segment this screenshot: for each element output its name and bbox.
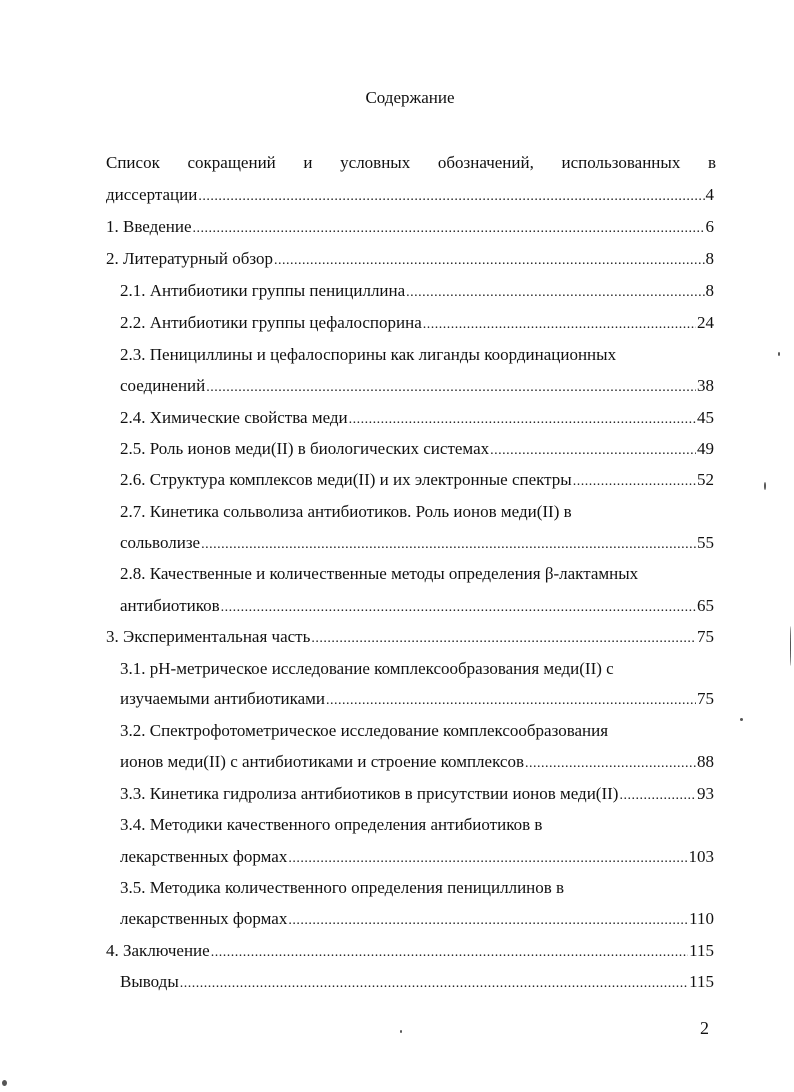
- toc-entry-title: лекарственных формах: [120, 909, 288, 928]
- toc-entry-title: 4. Заключение: [106, 941, 210, 960]
- toc-entry-3-2[interactable]: [120, 751, 714, 773]
- toc-leader-dots: [211, 942, 688, 964]
- toc-word: и: [303, 153, 313, 172]
- toc-leader-dots: [180, 973, 688, 995]
- toc-entry-title: 2.2. Антибиотики группы цефалоспорина: [120, 313, 422, 332]
- toc-page-number: 49: [697, 439, 714, 458]
- toc-leader-dots: [326, 690, 696, 712]
- toc-leader-dots: [221, 597, 696, 619]
- scan-speck: [764, 482, 766, 490]
- toc-entry-2-7[interactable]: [120, 532, 714, 554]
- toc-entry-3-1-line1: 3.1. рН-метрическое исследование комплексообразования меди(II) с: [120, 659, 614, 678]
- toc-page-number: 75: [697, 627, 714, 646]
- scan-speck: [778, 352, 780, 356]
- toc-entry-title: 2.5. Роль ионов меди(II) в биологических системах: [120, 439, 490, 458]
- toc-page-number: 55: [697, 533, 714, 552]
- toc-entry-2-8-line1: 2.8. Качественные и количественные методы определения β-лактамных: [120, 564, 639, 583]
- toc-entry-abbreviations[interactable]: [106, 184, 714, 206]
- toc-entry-abbreviations-line1: [106, 152, 716, 174]
- toc-word: использованных: [561, 153, 681, 172]
- toc-entry-experimental[interactable]: [106, 626, 714, 648]
- toc-entry-title: 3. Экспериментальная часть: [106, 627, 311, 646]
- scan-speck: [790, 626, 791, 666]
- toc-leader-dots: [311, 628, 696, 650]
- toc-leader-dots: [573, 471, 696, 493]
- toc-page-number: 38: [697, 376, 714, 395]
- toc-entry-title: 1. Введение: [106, 217, 192, 236]
- toc-entry-3-4[interactable]: [120, 846, 714, 868]
- toc-entry-2-4[interactable]: [120, 407, 714, 429]
- toc-page-number: 45: [697, 408, 714, 427]
- toc-entry-title: 2.4. Химические свойства меди: [120, 408, 348, 427]
- toc-word: в: [707, 153, 716, 172]
- scan-speck: [400, 1030, 402, 1033]
- toc-entry-2-3-line1: 2.3. Пенициллины и цефалоспорины как лиганды координационных: [120, 345, 617, 364]
- toc-entry-title: изучаемыми антибиотиками: [120, 689, 326, 708]
- toc-word: сокращений: [187, 153, 276, 172]
- toc-leader-dots: [406, 282, 704, 304]
- toc-entry-3-1[interactable]: [120, 688, 714, 710]
- toc-entry-title: антибиотиков: [120, 596, 220, 615]
- toc-leader-dots: [288, 910, 688, 932]
- toc-page-number: 24: [697, 313, 714, 332]
- toc-entry-title: Выводы: [120, 972, 179, 991]
- toc-word: Список: [106, 153, 160, 172]
- toc-entry-title: ионов меди(II) с антибиотиками и строение комплексов: [120, 752, 524, 771]
- toc-leader-dots: [274, 250, 704, 272]
- toc-entry-3-3[interactable]: [120, 783, 714, 805]
- toc-entry-2-5[interactable]: [120, 438, 714, 460]
- toc-entry-findings[interactable]: [120, 971, 714, 993]
- toc-leader-dots: [525, 753, 696, 775]
- toc-page-number: 110: [689, 909, 714, 928]
- toc-entry-title: 2. Литературный обзор: [106, 249, 274, 268]
- toc-entry-2-8[interactable]: [120, 595, 714, 617]
- toc-page-number: 93: [697, 784, 714, 803]
- toc-entry-2-2[interactable]: [120, 312, 714, 334]
- scan-speck: [740, 718, 743, 721]
- toc-entry-2-1[interactable]: [120, 280, 714, 302]
- toc-page-number: 8: [705, 249, 714, 268]
- toc-page-number: 65: [697, 596, 714, 615]
- toc-leader-dots: [349, 409, 696, 431]
- toc-word: условных: [340, 153, 411, 172]
- toc-page-number: 88: [697, 752, 714, 771]
- toc-entry-3-5-line1: 3.5. Методика количественного определения пенициллинов в: [120, 878, 565, 897]
- toc-entry-title: диссертации: [106, 185, 198, 204]
- toc-entry-title: соединений: [120, 376, 206, 395]
- toc-leader-dots: [619, 785, 696, 807]
- page-number: 2: [700, 1018, 709, 1038]
- toc-page-number: 6: [705, 217, 714, 236]
- toc-leader-dots: [193, 218, 705, 240]
- toc-entry-3-4-line1: 3.4. Методики качественного определения антибиотиков в: [120, 815, 543, 834]
- toc-page-number: 75: [697, 689, 714, 708]
- toc-entry-3-5[interactable]: [120, 908, 714, 930]
- toc-entry-2-6[interactable]: [120, 469, 714, 491]
- toc-word: обозначений,: [437, 153, 534, 172]
- toc-leader-dots: [423, 314, 696, 336]
- toc-entry-title: лекарственных формах: [120, 847, 288, 866]
- toc-page-number: 4: [705, 185, 714, 204]
- toc-entry-2-3[interactable]: [120, 375, 714, 397]
- page-title: Содержание: [365, 88, 455, 107]
- toc-entry-literature-review[interactable]: [106, 248, 714, 270]
- toc-page-number: 103: [688, 847, 714, 866]
- toc-entry-title: 2.6. Структура комплексов меди(II) и их электронные спектры: [120, 470, 572, 489]
- toc-entry-title: 3.3. Кинетика гидролиза антибиотиков в присутствии ионов меди(II): [120, 784, 619, 803]
- toc-entry-introduction[interactable]: [106, 216, 714, 238]
- toc-leader-dots: [201, 534, 696, 556]
- scan-speck: [2, 1080, 7, 1086]
- toc-page-number: 115: [689, 972, 714, 991]
- toc-entry-conclusion[interactable]: [106, 940, 714, 962]
- toc-leader-dots: [206, 377, 696, 399]
- toc-entry-title: 2.1. Антибиотики группы пенициллина: [120, 281, 406, 300]
- toc-entry-2-7-line1: 2.7. Кинетика сольволиза антибиотиков. Роль ионов меди(II) в: [120, 502, 572, 521]
- toc-page-number: 52: [697, 470, 714, 489]
- toc-entry-3-2-line1: 3.2. Спектрофотометрическое исследование комплексообразования: [120, 721, 609, 740]
- toc-leader-dots: [288, 848, 687, 870]
- toc-page-number: 8: [705, 281, 714, 300]
- toc-leader-dots: [198, 186, 704, 208]
- toc-leader-dots: [490, 440, 696, 462]
- toc-entry-title: сольволизе: [120, 533, 201, 552]
- toc-page-number: 115: [689, 941, 714, 960]
